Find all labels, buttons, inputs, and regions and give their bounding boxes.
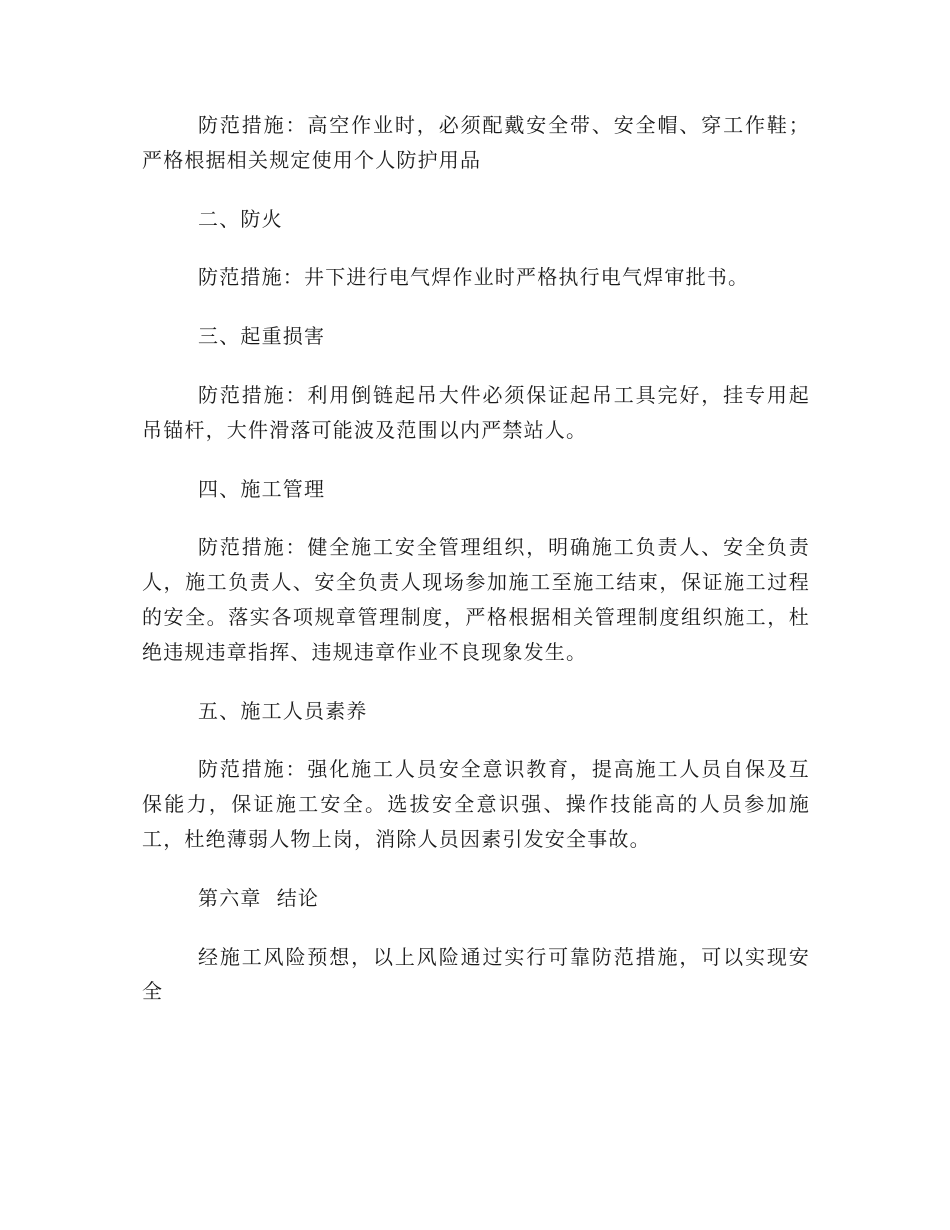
- document-body: [142, 108, 810, 1033]
- paragraph-conclusion: 经施工风险预想，以上风险通过实行可靠防范措施，可以实现安全: [142, 944, 810, 1004]
- paragraph-management-measures: 防范措施：健全施工安全管理组织，明确施工负责人、安全负责人，施工负责人、安全负责人现场参加施工至施工结束，保证施工过程的安全。落实各项规章管理制度，严格根据相关管理制度组织施工，杜绝违规违章指挥、违规违章作业不良现象发生。: [142, 535, 810, 664]
- section-heading-lifting: 三、起重损害: [198, 324, 326, 349]
- chapter-heading-conclusion: 第六章 结论: [198, 885, 320, 910]
- section-heading-fire: 二、防火: [198, 206, 283, 231]
- section-heading-management: 四、施工管理: [198, 476, 326, 501]
- paragraph-fire-measures: 防范措施：井下进行电气焊作业时严格执行电气焊审批书。: [198, 265, 750, 290]
- paragraph-ppe-measures: 防范措施：高空作业时，必须配戴安全带、安全帽、穿工作鞋；严格根据相关规定使用个人防护用品: [142, 113, 810, 172]
- section-heading-personnel: 五、施工人员素养: [198, 698, 368, 723]
- paragraph-lifting-measures: 防范措施：利用倒链起吊大件必须保证起吊工具完好，挂专用起吊锚杆，大件滑落可能波及范围以内严禁站人。: [142, 382, 810, 442]
- paragraph-personnel-measures: 防范措施：强化施工人员安全意识教育，提高施工人员自保及互保能力，保证施工安全。选拔安全意识强、操作技能高的人员参加施工，杜绝薄弱人物上岗，消除人员因素引发安全事故。: [142, 757, 810, 851]
